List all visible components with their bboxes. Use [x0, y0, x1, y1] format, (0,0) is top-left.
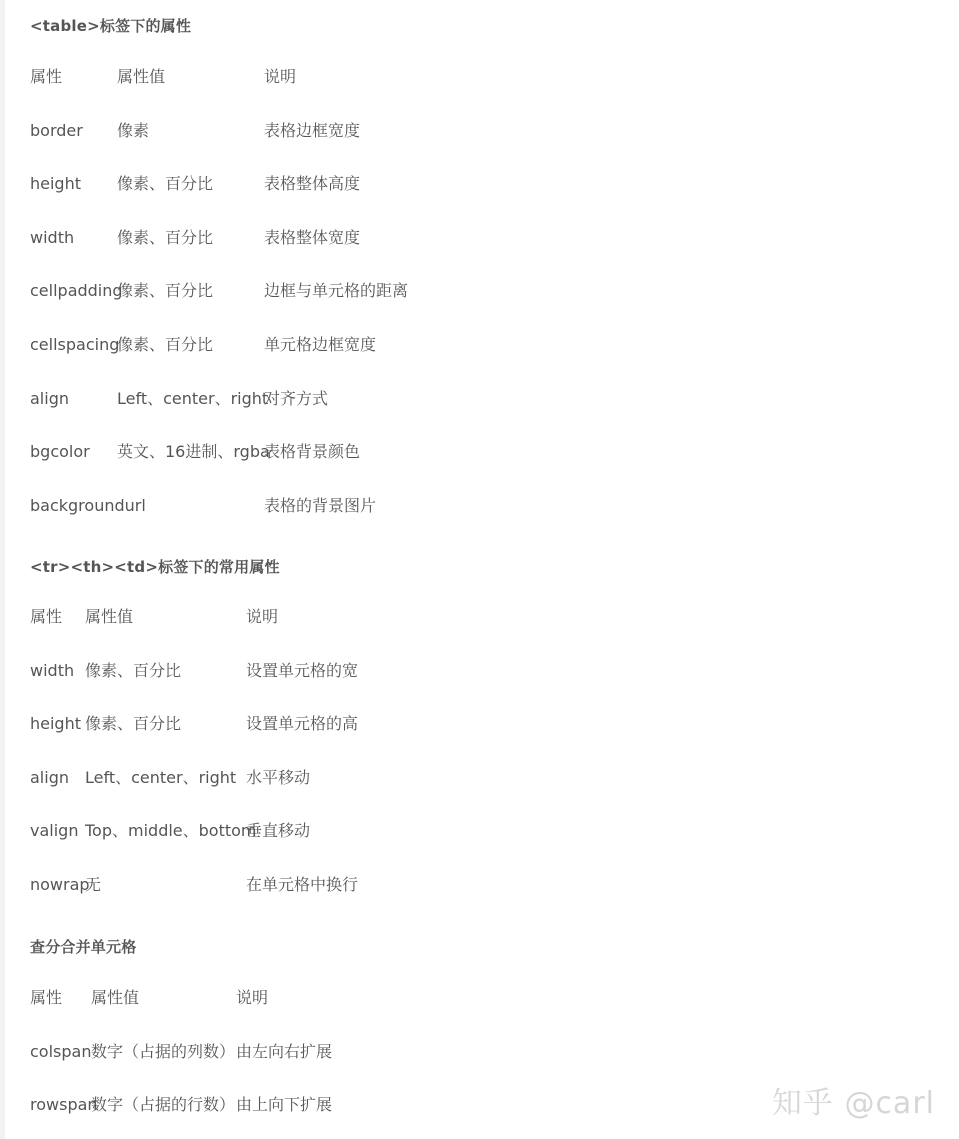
cell-value: 像素、百分比 [117, 227, 214, 247]
cell-value: 像素、百分比 [117, 335, 214, 354]
cell-value: Left、center、right [85, 767, 237, 787]
cell-value: 数字（占据的行数） [91, 1095, 236, 1115]
cell-value: 属性值 [91, 988, 140, 1007]
cell-attr: border [30, 120, 83, 140]
cell-attr: bgcolor [30, 442, 90, 462]
cell-desc: 表格边框宽度 [264, 120, 361, 140]
left-border-strip [0, 0, 5, 1139]
cell-value: Left、center、right [117, 388, 269, 408]
cell-value: 像素、百分比 [117, 281, 214, 301]
cell-attr: 属性 [30, 67, 63, 86]
cell-desc: 水平移动 [246, 767, 311, 787]
cell-desc: 表格整体宽度 [264, 227, 361, 247]
cell-attr: 属性 [30, 607, 63, 626]
cell-desc: 表格整体高度 [264, 174, 361, 194]
cell-attr: nowrap [30, 875, 90, 894]
cell-attr: 属性 [30, 988, 63, 1007]
cell-value: 像素、百分比 [85, 660, 182, 680]
cell-desc: 由上向下扩展 [236, 1095, 333, 1115]
watermark: 知乎 @carl [771, 1086, 935, 1121]
cell-desc: 设置单元格的高 [246, 714, 359, 734]
cell-desc: 表格的背景图片 [264, 495, 377, 515]
cell-desc: 边框与单元格的距离 [264, 281, 409, 301]
section-title: <tr><th><td>标签下的常用属性 [30, 558, 280, 576]
cell-attr: cellpadding [30, 281, 123, 301]
cell-desc: 对齐方式 [264, 388, 329, 408]
section-title: <table>标签下的属性 [30, 17, 192, 35]
cell-attr: width [30, 660, 75, 680]
cell-value: 英文、16进制、rgba [117, 442, 270, 462]
cell-value: 无 [85, 875, 102, 894]
cell-value: 属性值 [85, 607, 134, 626]
cell-attr: height [30, 714, 81, 734]
cell-value: 数字（占据的列数） [91, 1041, 236, 1061]
cell-attr: height [30, 174, 81, 194]
cell-desc: 说明 [236, 988, 269, 1007]
cell-value: Top、middle、bottom [85, 821, 257, 841]
cell-desc: 说明 [246, 607, 279, 626]
cell-value: 像素 [117, 120, 150, 140]
cell-attr: align [30, 388, 69, 408]
section-title: 查分合并单元格 [30, 938, 137, 956]
cell-value: 属性值 [117, 67, 166, 86]
cell-attr: align [30, 767, 69, 787]
cell-desc: 表格背景颜色 [264, 442, 361, 462]
cell-desc: 在单元格中换行 [246, 875, 359, 894]
cell-attr: backgroundurl [30, 495, 146, 515]
cell-attr: width [30, 227, 75, 247]
cell-attr: valign [30, 821, 79, 841]
cell-desc: 由左向右扩展 [236, 1041, 333, 1061]
cell-attr: colspan [30, 1041, 92, 1061]
cell-desc: 说明 [264, 67, 297, 86]
cell-attr: rowspan [30, 1095, 98, 1115]
cell-desc: 单元格边框宽度 [264, 335, 377, 354]
cell-value: 像素、百分比 [85, 714, 182, 734]
cell-desc: 垂直移动 [246, 821, 311, 841]
cell-value: 像素、百分比 [117, 174, 214, 194]
cell-attr: cellspacing [30, 335, 120, 354]
cell-desc: 设置单元格的宽 [246, 660, 359, 680]
